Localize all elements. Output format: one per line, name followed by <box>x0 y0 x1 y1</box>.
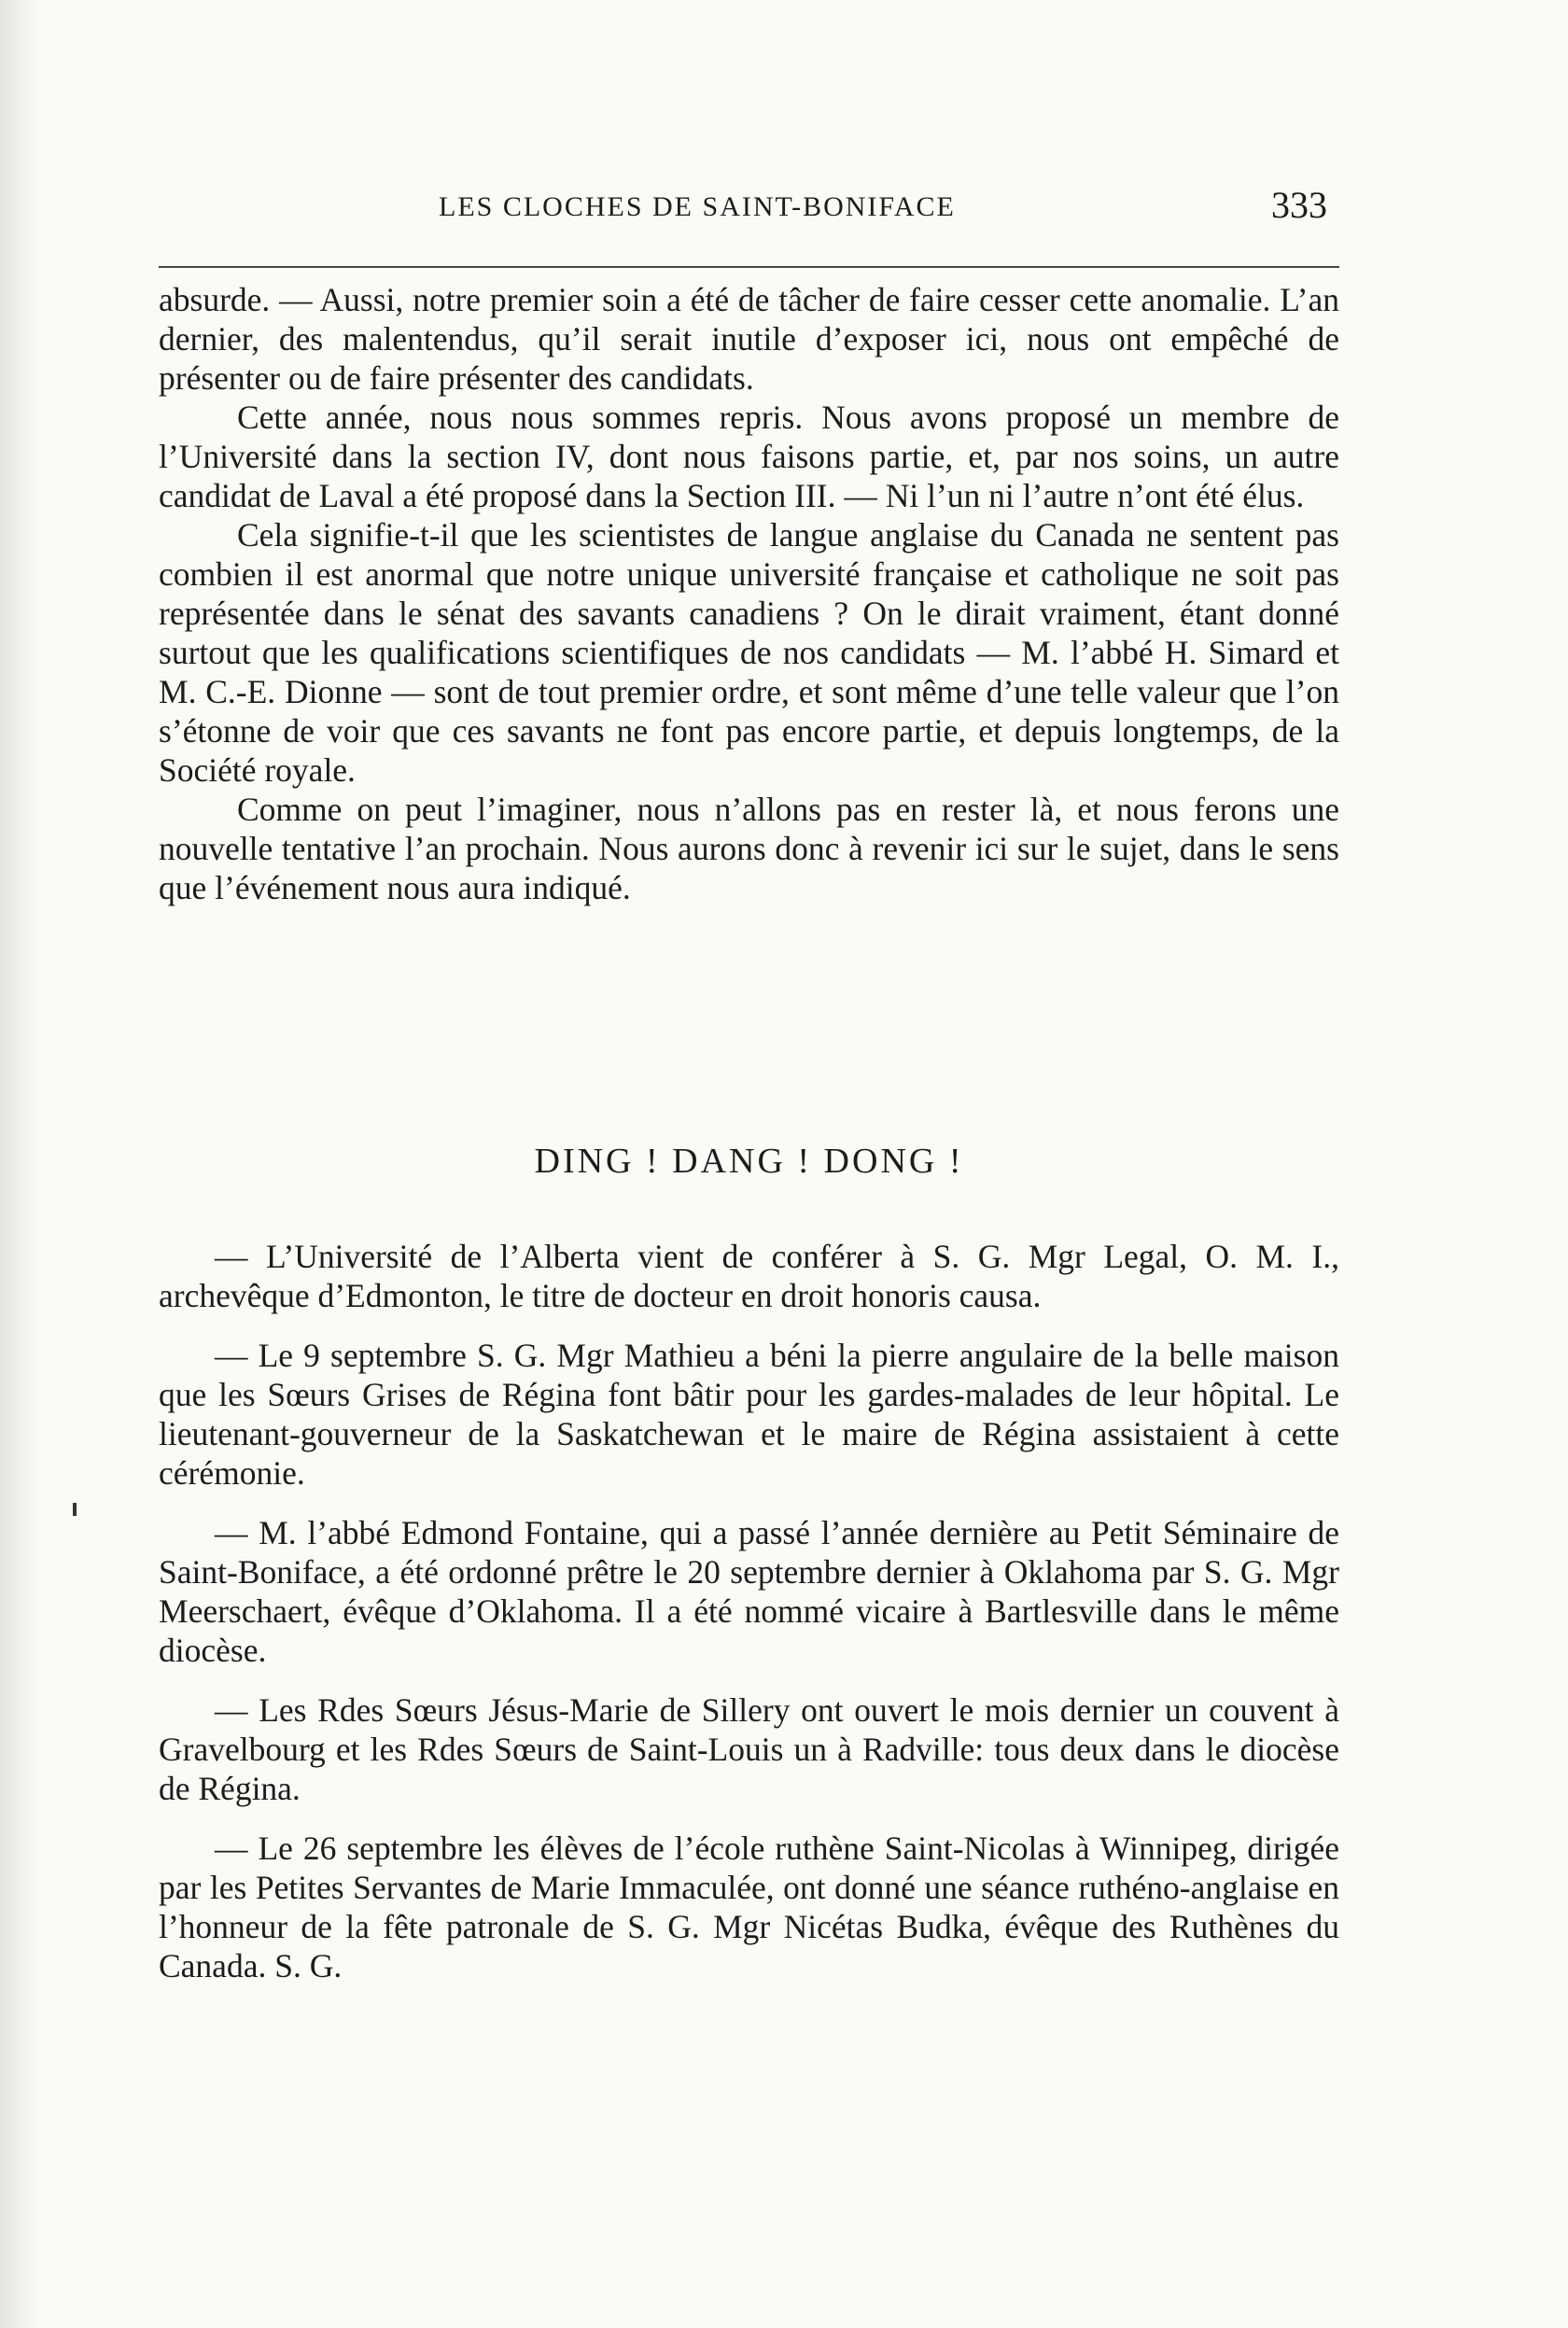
news-item: — M. l’abbé Edmond Fontaine, qui a passé l’année dernière au Petit Séminaire de Saint-Boniface, a été ordonné prêtre le 20 septembre dernier à Oklahoma par S. G. Mgr Meerschaert, évêque d’Oklahoma. Il a été nommé vicaire à Bartlesville dans le même diocèse. <box>159 1514 1339 1669</box>
section-title: DING ! DANG ! DONG ! <box>534 1142 964 1181</box>
news-item: — L’Université de l’Alberta vient de conférer à S. G. Mgr Legal, O. M. I., archevêque d’Edmonton, le titre de docteur en droit honoris causa. <box>159 1238 1339 1314</box>
scan-speck <box>73 1503 77 1516</box>
paragraph: Cela signifie-t-il que les scientistes de langue anglaise du Canada ne sentent pas combien il est anormal que notre unique université française et catholique ne soit pas représentée dans le sénat des savants canadiens ? On le dirait vraiment, étant donné surtout que les qualifications scientifiques de nos candidats — M. l’abbé H. Simard et M. C.-E. Dionne — sont de tout premier ordre, et sont même d’une telle valeur que l’on s’étonne de voir que ces savants ne font pas encore partie, et depuis longtemps, de la Société royale. <box>159 516 1339 789</box>
header-rule <box>159 266 1339 268</box>
paragraph: Comme on peut l’imaginer, nous n’allons pas en rester là, et nous ferons une nouvelle tentative l’an prochain. Nous aurons donc à revenir ici sur le sujet, dans le sens que l’événement nous aura indiqué. <box>159 791 1339 906</box>
running-title: LES CLOCHES DE SAINT-BONIFACE <box>439 191 956 222</box>
news-item: — Les Rdes Sœurs Jésus-Marie de Sillery ont ouvert le mois dernier un couvent à Gravelbourg et les Rdes Sœurs de Saint-Louis un à Radville: tous deux dans le diocèse de Régina. <box>159 1691 1339 1807</box>
news-section <box>159 1237 1339 2006</box>
paragraph: absurde. — Aussi, notre premier soin a été de tâcher de faire cesser cette anomalie. L’an dernier, des malentendus, qu’il serait inutile d’exposer ici, nous ont empêché de présenter ou de faire présenter des candidats. <box>159 281 1339 397</box>
news-item: — Le 9 septembre S. G. Mgr Mathieu a béni la pierre angulaire de la belle maison que les Sœurs Grises de Régina font bâtir pour les gardes-malades de leur hôpital. Le lieutenant-gouverneur de la Saskatchewan et le maire de Régina assistaient à cette cérémonie. <box>159 1337 1339 1492</box>
scan-edge-shadow <box>0 0 37 2328</box>
page-number: 333 <box>1271 184 1327 226</box>
article-continuation <box>159 280 1339 907</box>
paragraph: Cette année, nous nous sommes repris. Nous avons proposé un membre de l’Université dans la section IV, dont nous faisons partie, et, par nos soins, un autre candidat de Laval a été proposé dans la Section III. — Ni l’un ni l’autre n’ont été élus. <box>159 399 1339 514</box>
news-item: — Le 26 septembre les élèves de l’école ruthène Saint-Nicolas à Winnipeg, dirigée par les Petites Servantes de Marie Immaculée, ont donné une séance ruthéno-anglaise en l’honneur de la fête patronale de S. G. Mgr Nicétas Budka, évêque des Ruthènes du Canada. S. G. <box>159 1830 1339 1984</box>
